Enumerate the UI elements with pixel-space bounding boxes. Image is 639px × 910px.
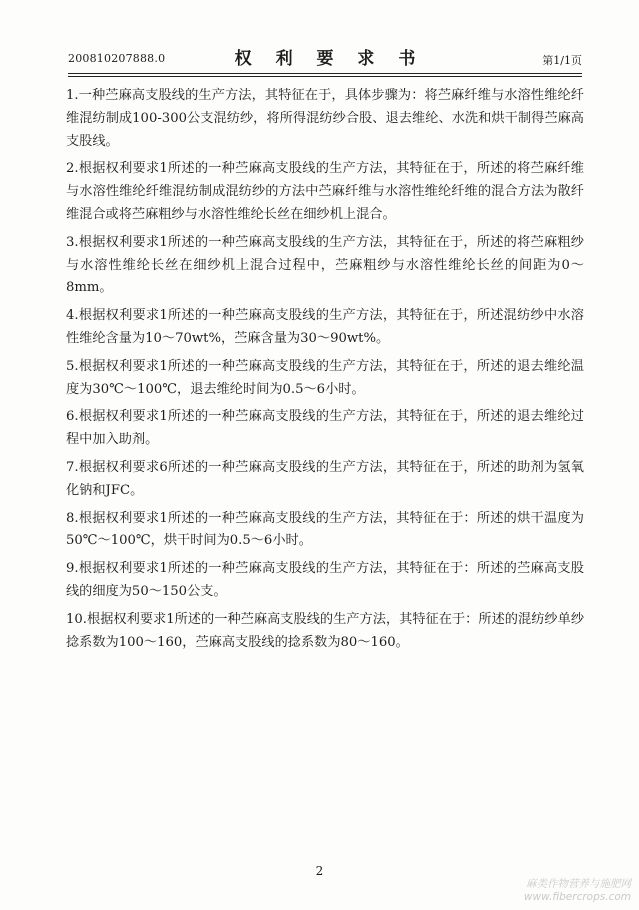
claim-3: 3.根据权利要求1所述的一种苎麻高支股线的生产方法，其特征在于，所述的将苎麻粗纱与水溶性维纶长丝在细纱机上混合过程中，苎麻粗纱与水溶性维纶长丝的间距为0～8mm。 [66, 234, 584, 296]
claim-9: 9.根据权利要求1所述的一种苎麻高支股线的生产方法，其特征在于：所述的苎麻高支股线的细度为50～150公支。 [66, 561, 584, 599]
claim-4: 4.根据权利要求1所述的一种苎麻高支股线的生产方法，其特征在于，所述混纺纱中水溶性维纶含量为10～70wt%，苎麻含量为30～90wt%。 [66, 308, 584, 346]
claim-2: 2.根据权利要求1所述的一种苎麻高支股线的生产方法，其特征在于，所述的将苎麻纤维与水溶性维纶纤维混纺制成混纺纱的方法中苎麻纤维与水溶性维纶纤维的混合方法为散纤维混合或将苎麻粗纱与水溶性维纶长丝在细纱机上混合。 [66, 161, 584, 222]
page-indicator: 第1/1页 [542, 54, 582, 67]
header-rule-thick [68, 73, 582, 74]
claim-6: 6.根据权利要求1所述的一种苎麻高支股线的生产方法，其特征在于，所述的退去维纶过程中加入助剂。 [66, 409, 584, 448]
claim-10: 10.根据权利要求1所述的一种苎麻高支股线的生产方法，其特征在于：所述的混纺纱单纱捻系数为100～160，苎麻高支股线的捻系数为80～160。 [66, 611, 584, 650]
site-watermark [524, 878, 631, 904]
claim-1: 1.一种苎麻高支股线的生产方法，其特征在于，具体步骤为：将苎麻纤维与水溶性维纶纤维混纺制成100-300公支混纺纱，将所得混纺纱合股、退去维纶、水洗和烘干制得苎麻高支股线。 [66, 88, 584, 149]
document-title: 权 利 要 求 书 [234, 49, 425, 69]
header-rule-thin [68, 76, 582, 77]
page-number: 2 [315, 864, 324, 878]
watermark-line-cn: 麻类作物营养与施肥网 [526, 878, 631, 890]
claims-list [66, 85, 584, 659]
document-header [68, 44, 582, 72]
application-number: 200810207888.0 [68, 52, 166, 65]
claim-7: 7.根据权利要求6所述的一种苎麻高支股线的生产方法，其特征在于，所述的助剂为氢氧化钠和JFC。 [66, 459, 584, 498]
watermark-line-url: www.fibercrops.com [523, 891, 631, 903]
claim-8: 8.根据权利要求1所述的一种苎麻高支股线的生产方法，其特征在于：所述的烘干温度为50℃～100℃，烘干时间为0.5～6小时。 [66, 510, 584, 549]
claim-5: 5.根据权利要求1所述的一种苎麻高支股线的生产方法，其特征在于，所述的退去维纶温度为30℃～100℃，退去维纶时间为0.5～6小时。 [66, 358, 584, 397]
